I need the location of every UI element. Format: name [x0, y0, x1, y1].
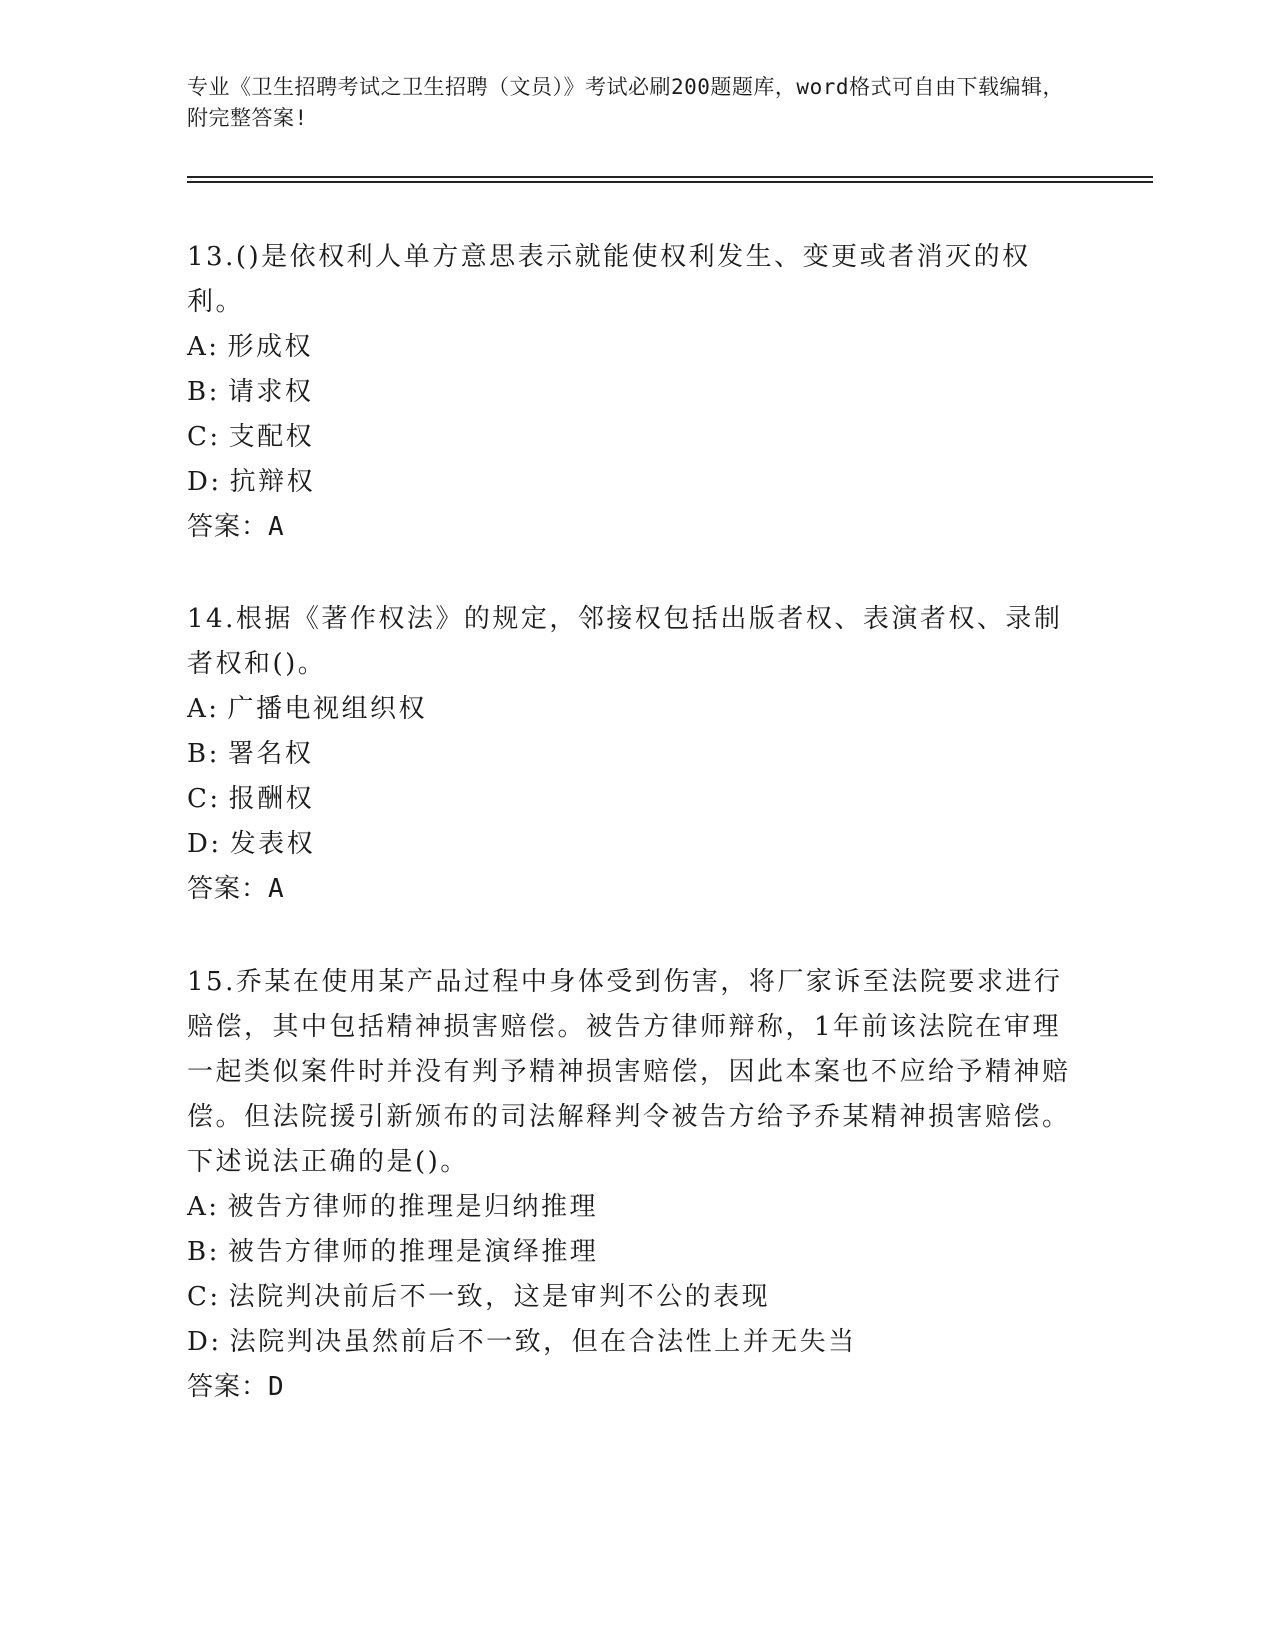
- answer-label: 答案：: [187, 874, 269, 904]
- answer-line: [187, 1365, 1072, 1410]
- option-text: 被告方律师的推理是演绎推理: [227, 1237, 599, 1267]
- option-text: 法院判决虽然前后不一致，但在合法性上并无失当: [229, 1327, 857, 1357]
- option-d: [187, 1320, 1072, 1365]
- option-text: 形成权: [227, 332, 314, 362]
- option-c: [187, 1275, 1072, 1320]
- option-letter: D:: [187, 829, 222, 859]
- option-d: [187, 460, 1072, 505]
- option-b: [187, 732, 1072, 777]
- option-letter: D:: [187, 1327, 222, 1357]
- answer-value: A: [268, 874, 285, 904]
- question-stem: 13.()是依权利人单方意思表示就能使权利发生、变更或者消灭的权利。: [187, 242, 1031, 317]
- option-letter: C:: [187, 784, 221, 814]
- question-15: [187, 960, 1072, 1410]
- option-letter: A:: [187, 332, 220, 362]
- question-14: [187, 597, 1072, 912]
- answer-label: 答案：: [187, 512, 269, 542]
- option-text: 被告方律师的推理是归纳推理: [227, 1192, 599, 1222]
- option-a: [187, 687, 1072, 732]
- option-text: 支配权: [228, 422, 315, 452]
- option-letter: C:: [187, 422, 221, 452]
- option-letter: A:: [187, 694, 220, 724]
- answer-value: D: [268, 1372, 285, 1402]
- option-b: [187, 1230, 1072, 1275]
- option-letter: B:: [187, 739, 220, 769]
- option-letter: B:: [187, 1237, 220, 1267]
- option-a: [187, 325, 1072, 370]
- header-rule-bottom: [187, 181, 1153, 183]
- option-b: [187, 370, 1072, 415]
- option-text: 署名权: [227, 739, 314, 769]
- answer-line: [187, 867, 1072, 912]
- answer-line: [187, 505, 1072, 550]
- option-text: 广播电视组织权: [227, 694, 428, 724]
- option-c: [187, 777, 1072, 822]
- option-letter: C:: [187, 1282, 221, 1312]
- option-letter: D:: [187, 467, 222, 497]
- option-d: [187, 822, 1072, 867]
- option-text: 发表权: [229, 829, 316, 859]
- answer-value: A: [268, 512, 285, 542]
- question-stem: 14.根据《著作权法》的规定，邻接权包括出版者权、表演者权、录制者权和()。: [187, 604, 1063, 679]
- question-stem: 15.乔某在使用某产品过程中身体受到伤害，将厂家诉至法院要求进行赔偿，其中包括精神损害赔偿。被告方律师辩称，1年前该法院在审理一起类似案件时并没有判予精神损害赔偿，因此本案也不应给予精神赔偿。但法院援引新颁布的司法解释判令被告方给予乔某精神损害赔偿。下述说法正确的是()。: [187, 967, 1071, 1177]
- option-text: 抗辩权: [229, 467, 316, 497]
- answer-label: 答案：: [187, 1372, 269, 1402]
- option-text: 法院判决前后不一致，这是审判不公的表现: [228, 1282, 771, 1312]
- option-text: 报酬权: [228, 784, 315, 814]
- option-letter: B:: [187, 377, 220, 407]
- option-a: [187, 1185, 1072, 1230]
- document-header: 专业《卫生招聘考试之卫生招聘（文员）》考试必刷200题题库，word格式可自由下载编辑，附完整答案!: [187, 75, 1064, 130]
- option-letter: A:: [187, 1192, 220, 1222]
- question-13: [187, 235, 1072, 550]
- option-c: [187, 415, 1072, 460]
- option-text: 请求权: [227, 377, 314, 407]
- header-rule-top: [187, 176, 1153, 178]
